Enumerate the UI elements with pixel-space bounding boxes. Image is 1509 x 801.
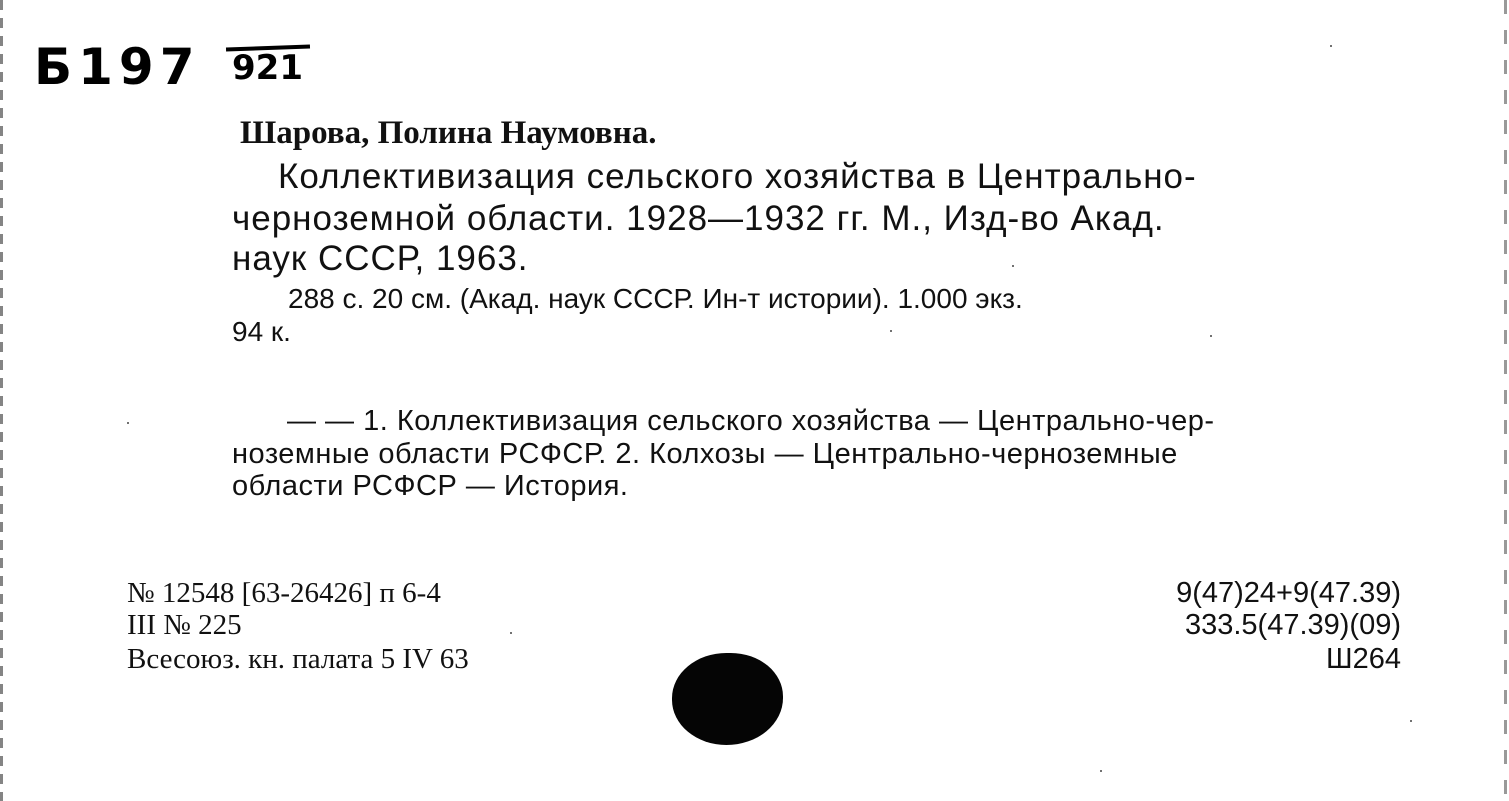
speck — [510, 632, 512, 634]
collation-line-2: 94 к. — [232, 316, 291, 347]
classification-line-1: 9(47)24+9(47.39) — [1176, 577, 1401, 609]
speck — [1330, 45, 1332, 47]
classification-line-2: 333.5(47.39)(09) — [1184, 609, 1401, 641]
title-line-1: Коллективизация сельского хозяйства в Центрально- — [278, 157, 1197, 196]
speck — [890, 330, 892, 332]
speck — [1410, 720, 1412, 722]
chamber-date-line: Всесоюз. кн. палата 5 IV 63 — [127, 643, 469, 675]
card-number-line: № 12548 [63-26426] п 6-4 — [127, 577, 441, 609]
punch-hole — [672, 653, 783, 745]
title-line-2: черноземной области. 1928—1932 гг. М., Изд-во Акад. — [232, 199, 1165, 238]
speck — [1012, 265, 1014, 267]
print-number-line: III № 225 — [127, 609, 242, 641]
subject-line-2: ноземные области РСФСР. 2. Колхозы — Центрально-черноземные — [232, 438, 1178, 470]
card-left-edge — [0, 0, 3, 801]
title-line-3: наук СССР, 1963. — [232, 239, 529, 278]
collation-line-1: 288 с. 20 см. (Акад. наук СССР. Ин-т истории). 1.000 экз. — [288, 283, 1023, 314]
speck — [1100, 770, 1102, 772]
handwritten-call-number: Б197 — [34, 38, 201, 96]
subject-line-3: области РСФСР — История. — [232, 470, 629, 502]
speck — [127, 422, 129, 424]
author-heading: Шарова, Полина Наумовна. — [240, 115, 657, 151]
subject-line-1: — — 1. Коллективизация сельского хозяйства — Центрально-чер- — [287, 405, 1215, 437]
speck — [1210, 335, 1212, 337]
card-right-edge — [1504, 0, 1507, 801]
handwritten-sup-number: 921 — [232, 48, 303, 88]
author-mark: Ш264 — [1326, 643, 1401, 675]
